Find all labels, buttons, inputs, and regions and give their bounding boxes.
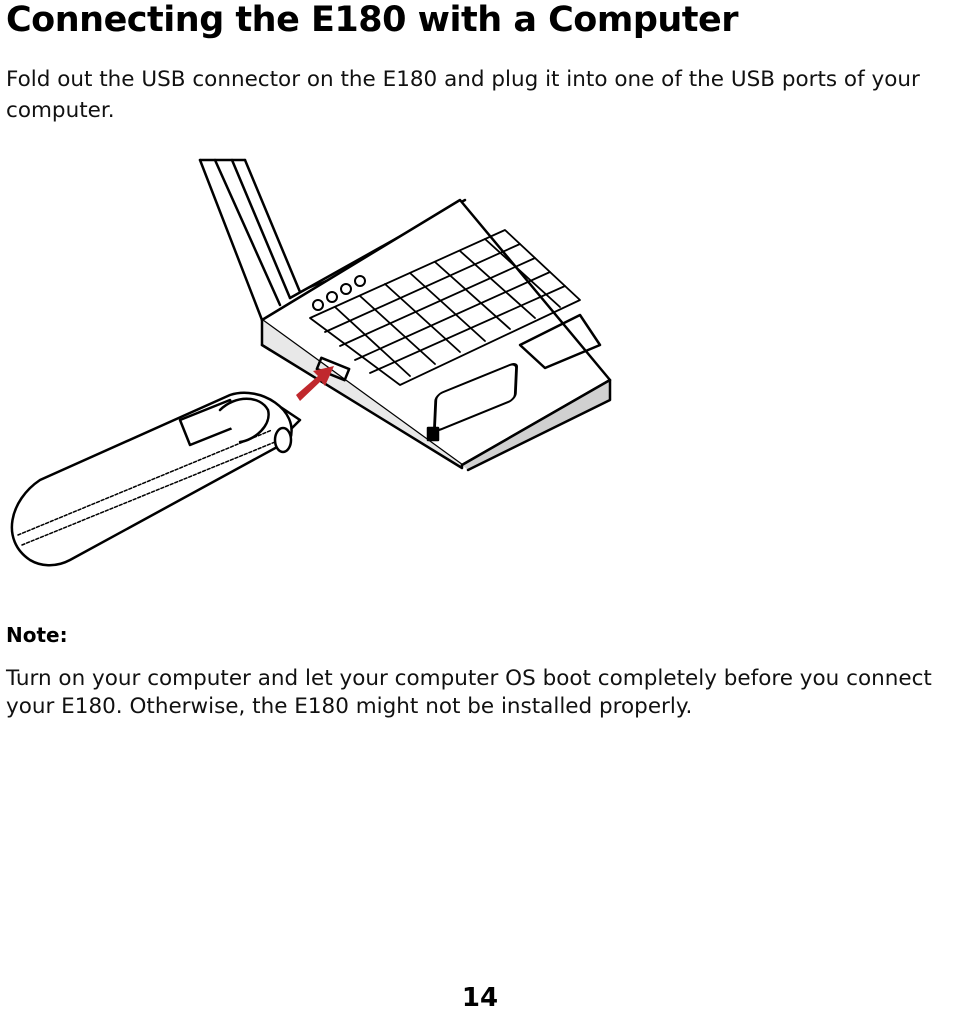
note-text: Turn on your computer and let your computer OS boot completely before you connect your E180. Otherwise, the E180 might not be installed properly. <box>6 666 932 719</box>
note-label: Note: <box>6 623 68 647</box>
page-title: Connecting the E180 with a Computer <box>6 0 739 40</box>
page-number: 14 <box>461 983 499 1013</box>
usb-connection-illustration <box>0 150 640 580</box>
usb-stick <box>12 393 300 566</box>
intro-paragraph: Fold out the USB connector on the E180 and plug it into one of the USB ports of your computer. <box>6 67 920 123</box>
